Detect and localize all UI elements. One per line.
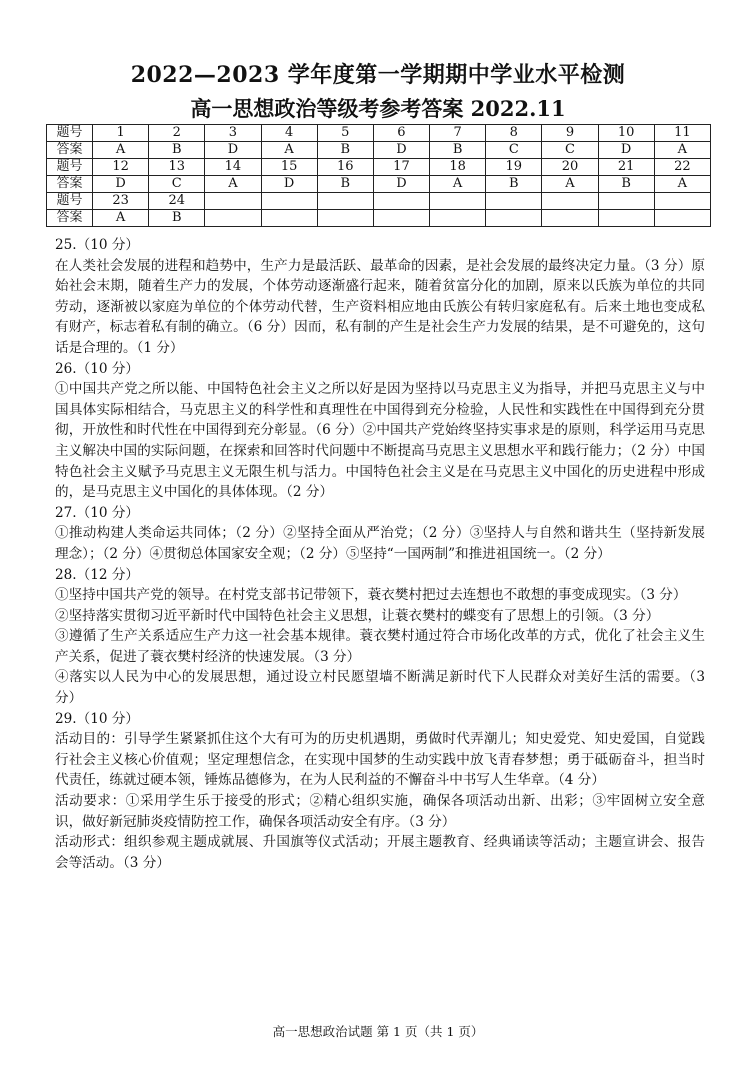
answer-table-cell: B — [317, 176, 373, 193]
document-title: 2022—2023 学年度第一学期期中学业水平检测 — [130, 62, 626, 88]
answer-table-cell — [261, 210, 317, 227]
answer-table-cell: 18 — [430, 159, 486, 176]
answer-table-cell: D — [93, 176, 149, 193]
answer-table-cell: 4 — [261, 125, 317, 142]
answer-table-cell — [261, 193, 317, 210]
answer-table-cell: D — [205, 142, 261, 159]
answer-table-cell: 9 — [542, 125, 598, 142]
answer-table-row — [47, 176, 711, 193]
answer-table-cell: D — [373, 142, 429, 159]
answer-table-cell: 14 — [205, 159, 261, 176]
answer-table-row-label: 答案 — [47, 142, 93, 159]
answer-table-cell — [373, 193, 429, 210]
answer-table-cell: A — [93, 210, 149, 227]
q28-point-3: ③遵循了生产关系适应生产力这一社会基本规律。蓑衣樊村通过符合市场化改革的方式，优化了社会主义生产关系，促进了蓑衣樊村经济的快速发展。（3 分） — [55, 628, 705, 665]
answer-table-cell: 2 — [149, 125, 205, 142]
answer-table-row — [47, 193, 711, 210]
answer-table-cell: B — [149, 210, 205, 227]
answer-table-cell: B — [430, 142, 486, 159]
answer-table-cell: 24 — [149, 193, 205, 210]
answer-table-cell: D — [373, 176, 429, 193]
answer-table-row-label: 答案 — [47, 210, 93, 227]
answer-table-cell — [486, 210, 542, 227]
answer-table-cell: C — [542, 142, 598, 159]
answer-table-cell: 13 — [149, 159, 205, 176]
answer-table-cell — [542, 193, 598, 210]
answer-table-cell: C — [149, 176, 205, 193]
answer-table-cell: 22 — [654, 159, 710, 176]
q29-requirements: 活动要求：①采用学生乐于接受的形式；②精心组织实施，确保各项活动出新、出彩；③牢固树立安全意识，做好新冠肺炎疫情防控工作，确保各项活动安全有序。（3 分） — [55, 793, 705, 830]
answer-table-cell: A — [205, 176, 261, 193]
q28-point-1: ①坚持中国共产党的领导。在村党支部书记带领下，蓑衣樊村把过去连想也不敢想的事变成现实。（3 分） — [55, 587, 687, 604]
answer-table-cell — [317, 193, 373, 210]
answer-table-row-label: 题号 — [47, 193, 93, 210]
answer-table-cell: D — [598, 142, 654, 159]
answer-table-cell — [317, 210, 373, 227]
answer-table-cell: 12 — [93, 159, 149, 176]
answer-table-cell: A — [542, 176, 598, 193]
document-subtitle: 高一思想政治等级考参考答案 2022.11 — [190, 96, 566, 121]
answer-table-cell — [542, 210, 598, 227]
answer-table-cell: 1 — [93, 125, 149, 142]
answer-table-cell — [430, 193, 486, 210]
answer-table-row — [47, 159, 711, 176]
answer-table-cell: 15 — [261, 159, 317, 176]
page-footer: 高一思想政治试题 第 1 页（共 1 页） — [272, 1024, 484, 1039]
answer-table-cell: A — [93, 142, 149, 159]
answer-table-cell — [430, 210, 486, 227]
answer-table-cell — [486, 193, 542, 210]
answer-table-cell — [373, 210, 429, 227]
q29-heading: 29.（10 分） — [55, 710, 140, 727]
answer-table-cell: 7 — [430, 125, 486, 142]
answer-table-cell: A — [430, 176, 486, 193]
answer-table-cell — [205, 210, 261, 227]
answer-table-cell: 17 — [373, 159, 429, 176]
answer-table-cell: C — [486, 142, 542, 159]
answer-table-cell: 23 — [93, 193, 149, 210]
q28-point-2: ②坚持落实贯彻习近平新时代中国特色社会主义思想，让蓑衣樊村的蝶变有了思想上的引领。（3 分） — [55, 607, 660, 624]
answer-table-row — [47, 210, 711, 227]
answer-table-cell: 3 — [205, 125, 261, 142]
q29-forms: 活动形式：组织参观主题成就展、升国旗等仪式活动；开展主题教育、经典诵读等活动；主题宣讲会、报告会等活动。（3 分） — [55, 834, 705, 871]
answer-table — [46, 124, 711, 227]
q25-heading: 25.（10 分） — [55, 237, 140, 253]
answer-table-cell: 5 — [317, 125, 373, 142]
answer-table-cell — [654, 193, 710, 210]
q29-purpose: 活动目的：引导学生紧紧抓住这个大有可为的历史机遇期，勇做时代弄潮儿；知史爱党、知史爱国，自觉践行社会主义核心价值观；坚定理想信念，在实现中国梦的生动实践中放飞青春梦想；勇于砥砺奋斗，担当时代责任，练就过硬本领，锤炼品德修为，在为人民利益的不懈奋斗中书写人生华章。（4 分） — [55, 731, 705, 789]
answer-table-cell — [654, 210, 710, 227]
q26-heading: 26.（10 分） — [55, 360, 140, 377]
answer-table-row-label: 答案 — [47, 176, 93, 193]
answer-table-cell: 10 — [598, 125, 654, 142]
answer-table-cell: 19 — [486, 159, 542, 176]
q28-heading: 28.（12 分） — [55, 566, 140, 583]
answer-table-cell: D — [261, 176, 317, 193]
answer-table-cell: A — [654, 142, 710, 159]
answer-table-cell — [205, 193, 261, 210]
q27-answer: ①推动构建人类命运共同体；（2 分）②坚持全面从严治党；（2 分）③坚持人与自然和谐共生（坚持新发展理念）；（2 分）④贯彻总体国家安全观；（2 分）⑤坚持“一国两制”和推进祖国统一。（2 分） — [55, 525, 705, 562]
answer-table-cell: 11 — [654, 125, 710, 142]
answer-table-row — [47, 125, 711, 142]
answer-table-row — [47, 142, 711, 159]
q27-heading: 27.（10 分） — [55, 504, 140, 521]
answer-table-cell: A — [654, 176, 710, 193]
q28-point-4: ④落实以人民为中心的发展思想，通过设立村民愿望墙不断满足新时代下人民群众对美好生活的需要。（3 分） — [55, 669, 705, 707]
answer-body — [55, 235, 705, 873]
answer-table-cell: A — [261, 142, 317, 159]
answer-table-cell: 8 — [486, 125, 542, 142]
answer-table-cell: 6 — [373, 125, 429, 142]
answer-table-cell — [598, 193, 654, 210]
answer-table-cell: B — [598, 176, 654, 193]
answer-table-cell: 21 — [598, 159, 654, 176]
q25-answer: 在人类社会发展的进程和趋势中，生产力是最活跃、最革命的因素，是社会发展的最终决定力量。（3 分）原始社会末期，随着生产力的发展，个体劳动逐渐盛行起来，随着贫富分化的加剧，原来以氏族为单位的共同劳动，逐渐被以家庭为单位的个体劳动代替，生产资料相应地由氏族公有转归家庭私有。后来土地也变成私有财产，标志着私有制的确立。（6 分）因而，私有制的产生是社会生产力发展的结果，是不可避免的，这句话是合理的。（1 分） — [55, 257, 705, 356]
answer-table-cell: 16 — [317, 159, 373, 176]
answer-table-cell: B — [317, 142, 373, 159]
answer-table-cell — [598, 210, 654, 227]
answer-table-row-label: 题号 — [47, 159, 93, 176]
answer-table-cell: B — [149, 142, 205, 159]
answer-table-cell: 20 — [542, 159, 598, 176]
q26-answer: ①中国共产党之所以能、中国特色社会主义之所以好是因为坚持以马克思主义为指导，并把马克思主义与中国具体实际相结合，马克思主义的科学性和真理性在中国得到充分检验，人民性和实践性在中国得到充分贯彻，开放性和时代性在中国得到充分彰显。（6 分）②中国共产党始终坚持实事求是的原则，科学运用马克思主义解决中国的实际问题，在探索和回答时代问题中不断提高马克思主义思想水平和践行能力；（2 分）中国特色社会主义赋予马克思主义无限生机与活力。中国特色社会主义是在马克思主义中国化的历史进程中形成的，是马克思主义中国化的具体体现。（2 分） — [55, 381, 705, 501]
answer-table-cell: B — [486, 176, 542, 193]
answer-table-row-label: 题号 — [47, 125, 93, 142]
